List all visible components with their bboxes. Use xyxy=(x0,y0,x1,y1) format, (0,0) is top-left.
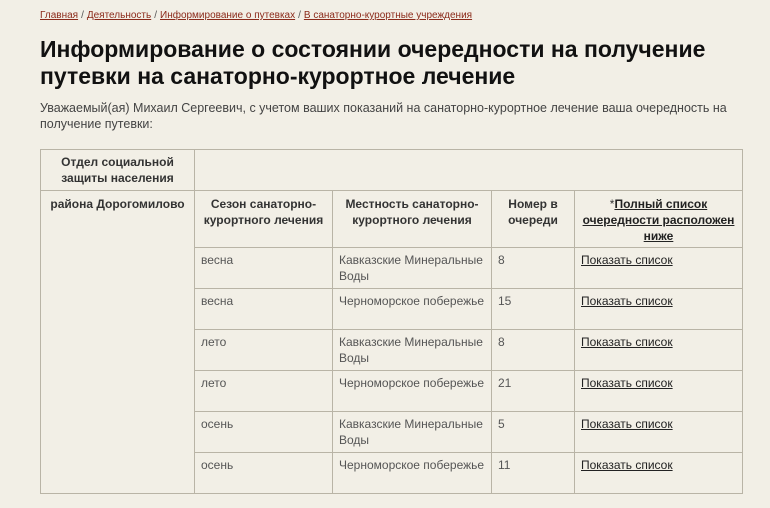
intro-text: Уважаемый(ая) Михаил Сергеевич, с учетом ваших показаний на санаторно-курортное лечение ваша очередность на получение путевки: xyxy=(40,101,727,131)
season-cell: весна xyxy=(195,289,333,330)
department-header-row xyxy=(41,150,743,191)
queue-number-cell: 21 xyxy=(492,371,575,412)
season-cell: осень xyxy=(195,453,333,494)
department-header-filler xyxy=(195,150,743,191)
show-list-link[interactable]: Показать список xyxy=(581,417,673,431)
show-list-cell xyxy=(575,330,743,371)
breadcrumb-vouchers-link[interactable]: Информирование о путевках xyxy=(160,10,296,21)
full-list-star: * xyxy=(609,197,615,211)
show-list-link[interactable]: Показать список xyxy=(581,253,673,267)
queue-number-cell: 5 xyxy=(492,412,575,453)
breadcrumb-separator: / xyxy=(298,10,301,21)
show-list-link[interactable]: Показать список xyxy=(581,294,673,308)
season-cell: осень xyxy=(195,412,333,453)
show-list-cell xyxy=(575,453,743,494)
season-cell: лето xyxy=(195,330,333,371)
breadcrumb xyxy=(40,10,472,21)
season-column-header: Сезон санаторно-курортного лечения xyxy=(195,191,333,248)
show-list-cell xyxy=(575,371,743,412)
show-list-link[interactable]: Показать список xyxy=(581,458,673,472)
season-cell: лето xyxy=(195,371,333,412)
queue-table xyxy=(40,149,743,494)
page-title: Информирование о состоянии очередности на получение путевки на санаторно-курортное лечение xyxy=(40,36,706,89)
queue-number-cell: 15 xyxy=(492,289,575,330)
breadcrumb-separator: / xyxy=(154,10,157,21)
department-header: Отдел социальной защиты населения xyxy=(41,150,195,191)
breadcrumb-sanatorium-link[interactable]: В санаторно-курортные учреждения xyxy=(303,10,473,21)
location-cell: Кавказские Минеральные Воды xyxy=(333,330,492,371)
full-list-link[interactable]: Полный список очередности расположен ниже xyxy=(582,197,735,243)
show-list-cell xyxy=(575,412,743,453)
location-column-header: Местность санаторно-курортного лечения xyxy=(333,191,492,248)
full-list-column-header xyxy=(575,191,743,248)
breadcrumb-home-link[interactable]: Главная xyxy=(40,10,79,21)
show-list-link[interactable]: Показать список xyxy=(581,335,673,349)
breadcrumb-activity-link[interactable]: Деятельность xyxy=(86,10,152,21)
queue-number-cell: 8 xyxy=(492,248,575,289)
location-cell: Черноморское побережье xyxy=(333,289,492,330)
season-cell: весна xyxy=(195,248,333,289)
breadcrumb-separator: / xyxy=(81,10,84,21)
column-header-row xyxy=(41,191,743,248)
queue-number-cell: 11 xyxy=(492,453,575,494)
show-list-cell xyxy=(575,248,743,289)
department-value: района Дорогомилово xyxy=(41,191,195,494)
queue-number-cell: 8 xyxy=(492,330,575,371)
location-cell: Черноморское побережье xyxy=(333,371,492,412)
location-cell: Кавказские Минеральные Воды xyxy=(333,412,492,453)
location-cell: Кавказские Минеральные Воды xyxy=(333,248,492,289)
number-column-header: Номер в очереди xyxy=(492,191,575,248)
show-list-cell xyxy=(575,289,743,330)
show-list-link[interactable]: Показать список xyxy=(581,376,673,390)
location-cell: Черноморское побережье xyxy=(333,453,492,494)
